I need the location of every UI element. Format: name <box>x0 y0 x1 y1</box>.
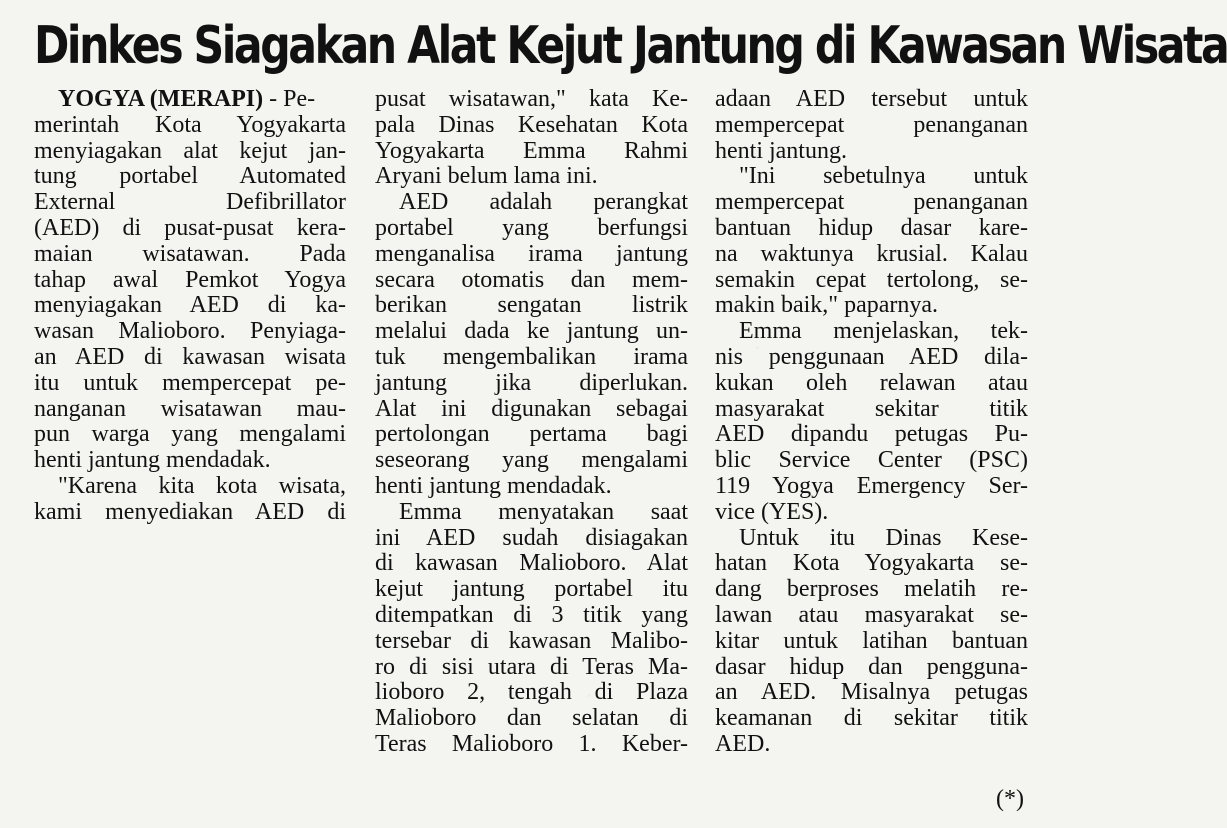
article-line: seseorang yang mengalami <box>375 447 688 474</box>
article-line: jantung jika diperlukan. <box>375 369 688 396</box>
article-line: berikan sengatan listrik <box>375 292 688 319</box>
article-line: AED dipandu petugas Pu- <box>715 421 1028 448</box>
article-line: kitar untuk latihan bantuan <box>715 627 1028 654</box>
opening-line <box>34 87 346 113</box>
article-line: dasar hidup dan pengguna- <box>715 653 1028 680</box>
article-line: pertolongan pertama bagi <box>375 421 688 448</box>
article-line: tersebar di kawasan Malibo- <box>375 627 688 654</box>
article-line: kejut jantung portabel itu <box>375 576 688 603</box>
article-line: menyiagakan alat kejut jan- <box>34 137 346 164</box>
dateline-continuation: - Pe- <box>263 86 316 112</box>
article-line: Emma menyatakan saat <box>399 498 688 525</box>
article-line: blic Service Center (PSC) <box>715 447 1028 474</box>
article-line: tung portabel Automated <box>34 163 346 190</box>
article-line: kukan oleh relawan atau <box>715 369 1028 396</box>
article-line: "Karena kita kota wisata, <box>58 472 346 499</box>
article-line: 119 Yogya Emergency Ser- <box>715 472 1028 499</box>
article-line: wasan Malioboro. Penyiaga- <box>34 318 346 345</box>
article-line: ditempatkan di 3 titik yang <box>375 601 688 628</box>
article-line: pusat wisatawan," kata Ke- <box>375 86 688 112</box>
article-line: Malioboro dan selatan di <box>375 705 688 732</box>
article-line: maian wisatawan. Pada <box>34 240 346 267</box>
article-line: lawan atau masyarakat se- <box>715 601 1028 628</box>
article-line: an AED. Misalnya petugas <box>715 679 1028 706</box>
article-line: Untuk itu Dinas Kese- <box>739 524 1028 551</box>
article-line: masyarakat sekitar titik <box>715 395 1028 422</box>
article-line: makin baik," paparnya. <box>715 292 939 319</box>
article-headline: Dinkes Siagakan Alat Kejut Jantung di Kawasan Wisata <box>34 16 1227 76</box>
article-line: "Ini sebetulnya untuk <box>739 163 1028 190</box>
article-line: AED adalah perangkat <box>399 189 688 216</box>
article-line: secara otomatis dan mem- <box>375 266 688 293</box>
article-line: keamanan di sekitar titik <box>715 705 1028 732</box>
article-line: merintah Kota Yogyakarta <box>34 111 346 138</box>
article-line: mempercepat penanganan <box>715 189 1028 216</box>
article-line: bantuan hidup dasar kare- <box>715 214 1028 241</box>
article-column-2 <box>375 87 688 758</box>
article-line: semakin cepat tertolong, se- <box>715 266 1028 293</box>
article-end-mark: (*) <box>996 786 1024 812</box>
article-column-1 <box>34 87 346 526</box>
article-line: AED. <box>715 730 771 757</box>
article-line: tahap awal Pemkot Yogya <box>34 266 346 293</box>
article-line: mempercepat penanganan <box>715 111 1028 138</box>
article-line: hatan Kota Yogyakarta se- <box>715 550 1028 577</box>
article-line: nis penggunaan AED dila- <box>715 343 1028 370</box>
article-line: kami menyediakan AED di <box>34 498 346 525</box>
article-column-3 <box>715 87 1028 758</box>
article-line: henti jantung. <box>715 137 847 164</box>
article-line: ro di sisi utara di Teras Ma- <box>375 653 688 680</box>
article-line: pun warga yang mengalami <box>34 421 346 448</box>
article-line: menyiagakan AED di ka- <box>34 292 346 319</box>
article-line: portabel yang berfungsi <box>375 214 688 241</box>
article-line: itu untuk mempercepat pe- <box>34 369 346 396</box>
article-line: nanganan wisatawan mau- <box>34 395 346 422</box>
article-line: henti jantung mendadak. <box>375 472 612 499</box>
article-line: dang berproses melatih re- <box>715 576 1028 603</box>
article-line: henti jantung mendadak. <box>34 447 271 474</box>
article-line: vice (YES). <box>715 498 829 525</box>
article-line: tuk mengembalikan irama <box>375 343 688 370</box>
article-line: Aryani belum lama ini. <box>375 163 598 190</box>
article-line: pala Dinas Kesehatan Kota <box>375 111 688 138</box>
article-line: na waktunya krusial. Kalau <box>715 240 1028 267</box>
article-line: Yogyakarta Emma Rahmi <box>375 137 688 164</box>
article-line: Teras Malioboro 1. Keber- <box>375 730 688 757</box>
article-dateline: YOGYA (MERAPI) <box>58 86 264 112</box>
article-line: adaan AED tersebut untuk <box>715 86 1028 112</box>
article-line: External Defibrillator <box>34 189 346 216</box>
article-line: menganalisa irama jantung <box>375 240 688 267</box>
article-line: an AED di kawasan wisata <box>34 343 346 370</box>
article-line: Alat ini digunakan sebagai <box>375 395 688 422</box>
article-line: (AED) di pusat-pusat kera- <box>34 214 346 241</box>
article-line: Emma menjelaskan, tek- <box>739 318 1028 345</box>
article-line: lioboro 2, tengah di Plaza <box>375 679 688 706</box>
article-line: ini AED sudah disiagakan <box>375 524 688 551</box>
article-line: di kawasan Malioboro. Alat <box>375 550 688 577</box>
article-line: melalui dada ke jantung un- <box>375 318 688 345</box>
